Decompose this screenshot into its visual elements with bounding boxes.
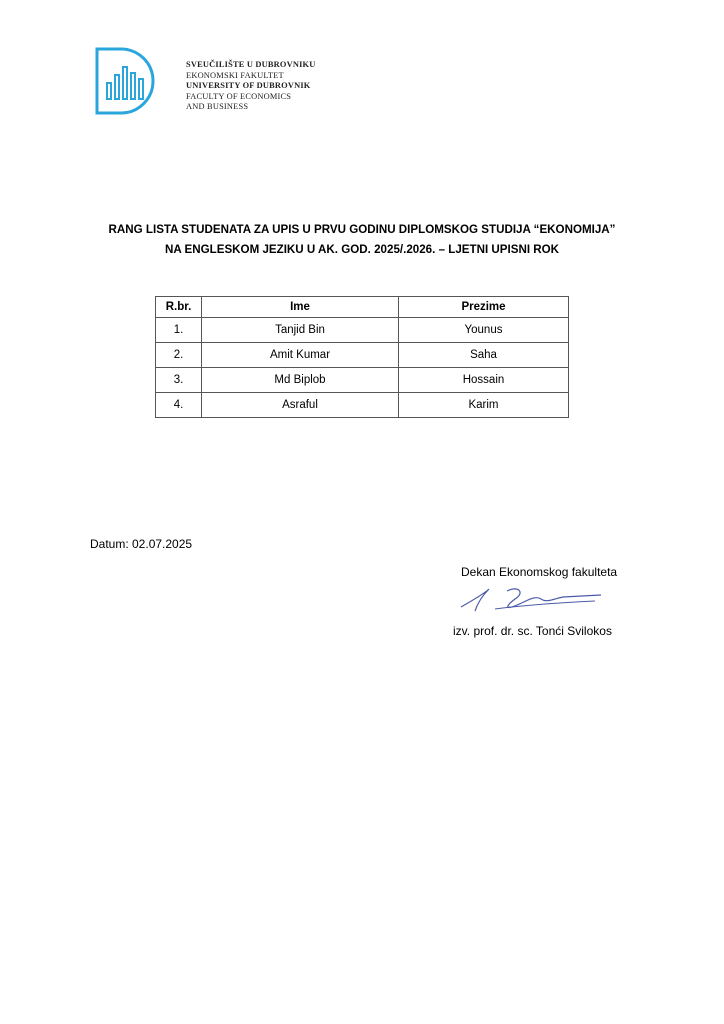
header-rbr: R.br. [156, 297, 202, 318]
institution-name [186, 60, 316, 113]
institution-line: FACULTY OF ECONOMICS [186, 91, 292, 101]
institution-line: SVEUČILIŠTE U DUBROVNIKU [186, 60, 316, 69]
institution-line: UNIVERSITY OF DUBROVNIK [186, 81, 311, 91]
title-line-2: NA ENGLESKOM JEZIKU U AK. GOD. 2025/.2026. – LJETNI UPISNI ROK [164, 243, 560, 256]
cell-ime: Amit Kumar [202, 343, 399, 368]
cell-rbr: 4. [156, 393, 202, 418]
cell-prezime: Younus [399, 318, 569, 343]
table-header-row [156, 297, 569, 318]
table-row [156, 343, 569, 368]
cell-ime: Asraful [202, 393, 399, 418]
cell-prezime: Karim [399, 393, 569, 418]
cell-rbr: 2. [156, 343, 202, 368]
header-ime: Ime [202, 297, 399, 318]
document-title [0, 220, 724, 260]
cell-ime: Md Biplob [202, 368, 399, 393]
ranking-table [155, 296, 569, 418]
document-date: Datum: 02.07.2025 [90, 537, 193, 551]
cell-prezime: Hossain [399, 368, 569, 393]
cell-prezime: Saha [399, 343, 569, 368]
signature-icon [455, 581, 605, 615]
header-prezime: Prezime [399, 297, 569, 318]
table-row [156, 318, 569, 343]
dean-name: izv. prof. dr. sc. Tonći Svilokos [453, 624, 612, 638]
institution-line: AND BUSINESS [186, 102, 249, 112]
cell-rbr: 1. [156, 318, 202, 343]
university-logo-icon [95, 47, 159, 115]
table-row [156, 393, 569, 418]
cell-rbr: 3. [156, 368, 202, 393]
dean-title: Dekan Ekonomskog fakulteta [461, 565, 618, 579]
table-row [156, 368, 569, 393]
institution-line: EKONOMSKI FAKULTET [186, 70, 284, 80]
cell-ime: Tanjid Bin [202, 318, 399, 343]
title-line-1: RANG LISTA STUDENATA ZA UPIS U PRVU GODINU DIPLOMSKOG STUDIJA “EKONOMIJA” [108, 223, 616, 236]
